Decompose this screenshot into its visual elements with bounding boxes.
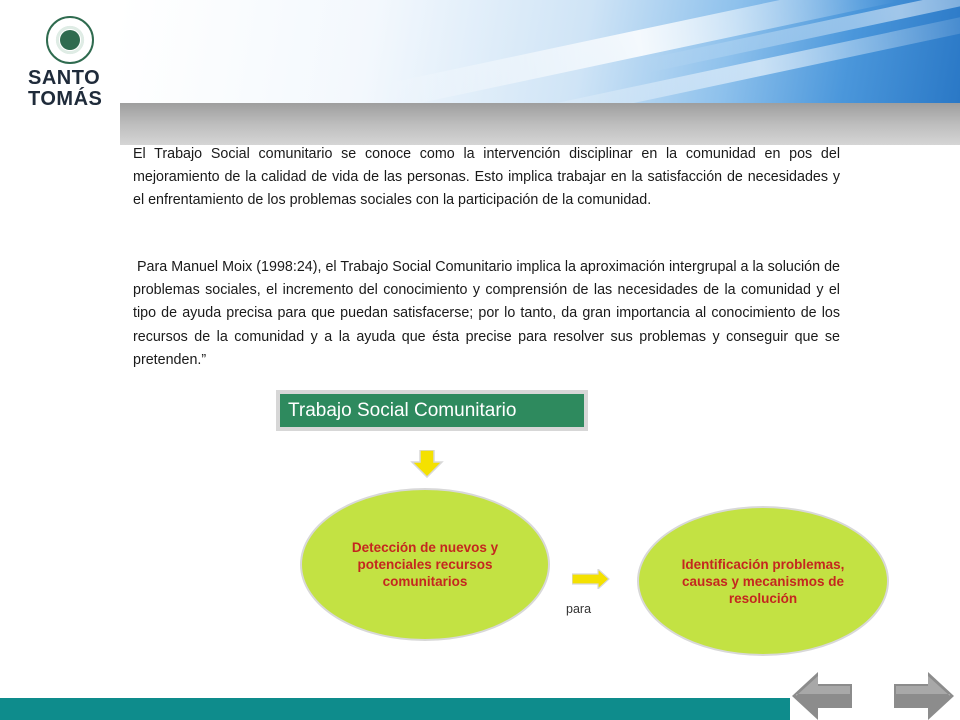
connector-label: para <box>566 602 592 616</box>
header-banner <box>120 0 960 103</box>
arrow-left-icon[interactable] <box>792 672 854 720</box>
university-seal-icon <box>46 16 94 64</box>
diagram-title-box <box>276 390 588 431</box>
logo-line-2: TOMÁS <box>28 88 103 110</box>
santo-tomas-logo <box>28 12 118 112</box>
seal-emblem <box>60 30 80 50</box>
logo-line-1: SANTO <box>28 67 101 89</box>
diagram-title: Trabajo Social Comunitario <box>280 394 584 427</box>
paragraph-moix-quote: Para Manuel Moix (1998:24), el Trabajo Social Comunitario implica la aproximación intergrupal a la solución de problemas sociales, el incremento del conocimiento y comprensión de las necesidades de la comunidad y el tipo de ayuda precisa para que puedan satisfacerse; por lo tanto, da gran importancia al conocimiento de los recursos de la comunidad y a la ayuda que ésta precise para resolver sus problemas y conseguir que se pretenden.” <box>133 259 840 368</box>
right-arrow-icon <box>572 569 610 589</box>
node-detection <box>300 488 550 641</box>
footer-bar <box>0 698 790 720</box>
down-arrow-icon <box>410 450 444 478</box>
node-identification-label: Identificación problemas, causas y mecanismos de resolución <box>681 556 845 606</box>
node-detection-label: Detección de nuevos y potenciales recursos comunitarios <box>351 540 499 589</box>
logo-wordmark <box>28 68 118 110</box>
node-identification <box>637 506 889 656</box>
header-grey-bar <box>120 103 960 145</box>
arrow-right-icon[interactable] <box>892 672 954 720</box>
paragraph-definition: El Trabajo Social comunitario se conoce como la intervención disciplinar en la comunidad en pos del mejoramiento de la calidad de vida de las personas. Esto implica trabajar en la satisfacción de necesidades y el enfrentamiento de los problemas sociales con la participación de la comunidad. <box>133 146 840 209</box>
